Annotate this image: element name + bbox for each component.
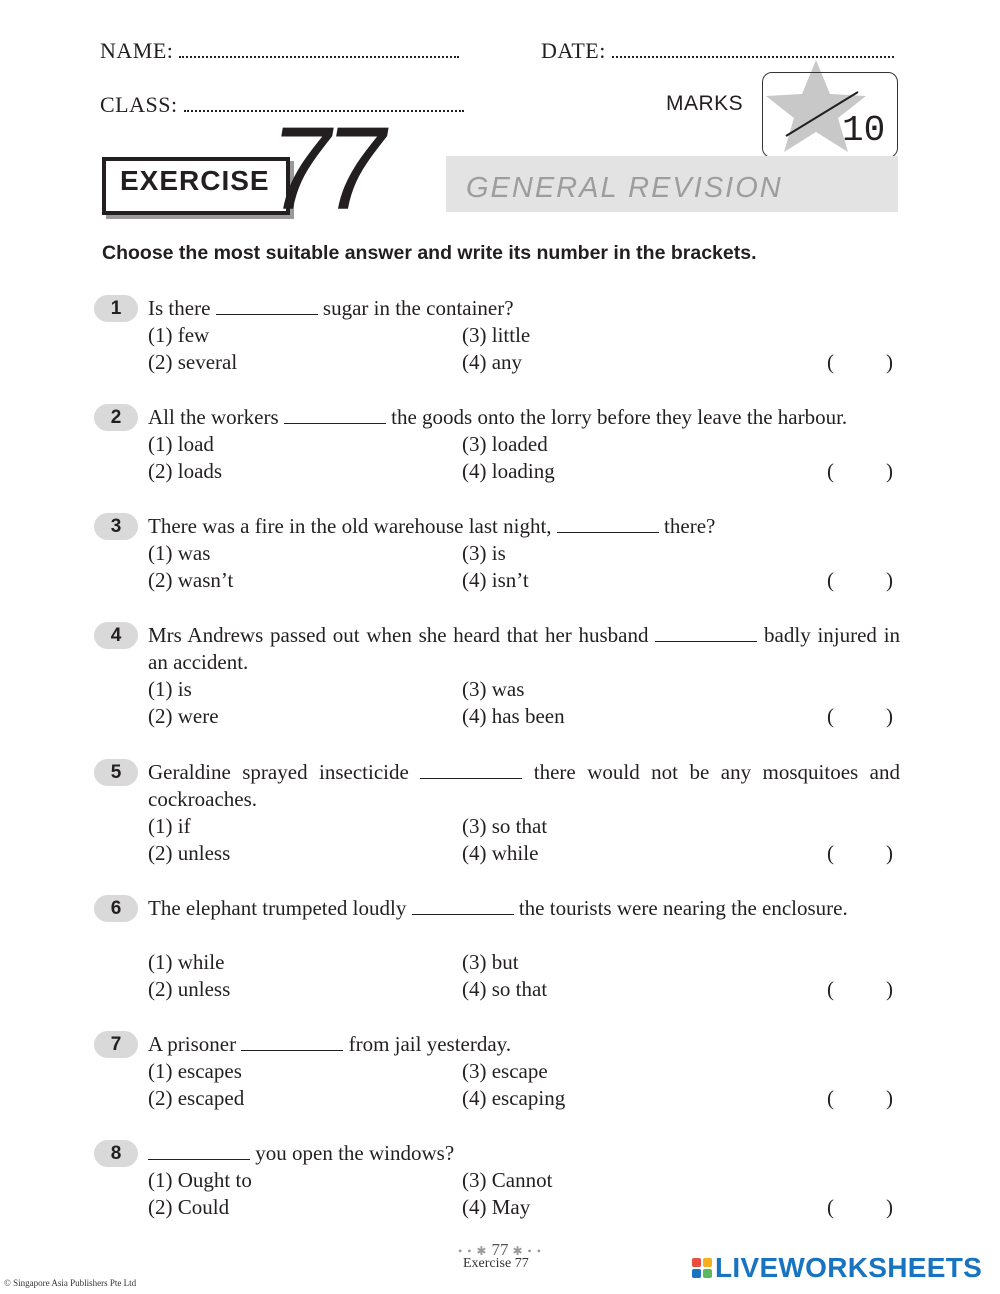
stem-after: sugar in the container? <box>322 296 514 320</box>
option-1: (1) load <box>148 432 214 456</box>
stem-before: Mrs Andrews passed out when she heard that her husband <box>148 623 649 647</box>
liveworksheets-logo[interactable] <box>692 1252 982 1284</box>
option-4: (4) escaping <box>462 1086 566 1110</box>
option-3: (3) escape <box>462 1059 548 1083</box>
exercise-label: EXERCISE <box>120 165 270 196</box>
answer-blank[interactable] <box>557 515 659 533</box>
answer-bracket-open[interactable]: ( <box>827 459 834 483</box>
option-1: (1) Ought to <box>148 1168 252 1192</box>
option-2: (2) escaped <box>148 1086 245 1110</box>
date-label: DATE: <box>541 38 606 63</box>
question-8 <box>94 1140 900 1221</box>
option-3: (3) Cannot <box>462 1168 553 1192</box>
question-stem <box>148 622 900 676</box>
options <box>94 1058 900 1112</box>
question-number: 5 <box>94 759 138 786</box>
option-2: (2) several <box>148 350 238 374</box>
stem-after: the tourists were nearing the enclosure. <box>518 896 848 920</box>
question-6 <box>94 895 900 1003</box>
answer-bracket-close[interactable]: ) <box>886 1195 893 1219</box>
instruction-text: Choose the most suitable answer and write its number in the brackets. <box>102 242 757 264</box>
option-1: (1) while <box>148 950 225 974</box>
stem-before: All the workers <box>148 405 279 429</box>
answer-bracket-open[interactable]: ( <box>827 350 834 374</box>
question-4 <box>94 622 900 730</box>
stem-after: there? <box>664 514 716 538</box>
answer-blank[interactable] <box>412 897 514 915</box>
answer-bracket-close[interactable]: ) <box>886 1086 893 1110</box>
option-2: (2) wasn’t <box>148 568 234 592</box>
question-stem <box>148 1031 900 1058</box>
answer-bracket-close[interactable]: ) <box>886 350 893 374</box>
stem-before: The elephant trumpeted loudly <box>148 896 407 920</box>
option-3: (3) so that <box>462 814 548 838</box>
option-1: (1) few <box>148 323 210 347</box>
answer-bracket-open[interactable]: ( <box>827 1195 834 1219</box>
answer-bracket-close[interactable]: ) <box>886 841 893 865</box>
answer-bracket-close[interactable]: ) <box>886 977 893 1001</box>
answer-bracket-open[interactable]: ( <box>827 568 834 592</box>
marks-label: MARKS <box>666 92 744 115</box>
option-3: (3) but <box>462 950 519 974</box>
answer-blank[interactable] <box>655 624 757 642</box>
page-number: • • ✱ 77 ✱ • • <box>458 1240 542 1259</box>
footer-exercise: Exercise 77 <box>463 1256 529 1271</box>
question-stem <box>148 895 900 949</box>
stem-before: A prisoner <box>148 1032 237 1056</box>
option-4: (4) loading <box>462 459 555 483</box>
options <box>94 540 900 594</box>
answer-bracket-close[interactable]: ) <box>886 704 893 728</box>
option-4: (4) any <box>462 350 523 374</box>
question-3 <box>94 513 900 594</box>
answer-blank[interactable] <box>284 406 386 424</box>
answer-bracket-close[interactable]: ) <box>886 459 893 483</box>
stem-before: Geraldine sprayed insecticide <box>148 760 409 784</box>
page-number-value: 77 <box>491 1240 509 1259</box>
options <box>94 1167 900 1221</box>
stem-after: badly injured in an accident. <box>148 623 901 674</box>
answer-bracket-open[interactable]: ( <box>827 704 834 728</box>
stem-after: the goods onto the lorry before they leave the harbour. <box>391 405 848 429</box>
options <box>94 676 900 730</box>
stem-after: there would not be any mosquitoes and cockroaches. <box>148 760 901 811</box>
question-number: 6 <box>94 895 138 922</box>
question-number: 8 <box>94 1140 138 1167</box>
stem-before: There was a fire in the old warehouse last night, <box>148 514 552 538</box>
answer-bracket-close[interactable]: ) <box>886 568 893 592</box>
answer-blank[interactable] <box>148 1142 250 1160</box>
question-stem <box>148 404 900 431</box>
liveworksheets-text: LIVEWORKSHEETS <box>715 1252 983 1283</box>
option-2: (2) Could <box>148 1195 230 1219</box>
answer-bracket-open[interactable]: ( <box>827 1086 834 1110</box>
option-4: (4) so that <box>462 977 548 1001</box>
option-2: (2) were <box>148 704 219 728</box>
option-3: (3) loaded <box>462 432 548 456</box>
stem-before: Is there <box>148 296 211 320</box>
stem-after: you open the windows? <box>255 1141 455 1165</box>
question-number: 2 <box>94 404 138 431</box>
name-label: NAME: <box>100 38 174 63</box>
option-3: (3) was <box>462 677 525 701</box>
question-number: 1 <box>94 295 138 322</box>
option-3: (3) little <box>462 323 531 347</box>
question-1 <box>94 295 900 376</box>
question-number: 7 <box>94 1031 138 1058</box>
question-number: 3 <box>94 513 138 540</box>
question-7 <box>94 1031 900 1112</box>
stem-after: from jail yesterday. <box>348 1032 512 1056</box>
options <box>94 431 900 485</box>
copyright: © Singapore Asia Publishers Pte Ltd <box>4 1278 137 1288</box>
question-stem <box>148 1140 900 1167</box>
options <box>94 813 900 867</box>
answer-bracket-open[interactable]: ( <box>827 977 834 1001</box>
name-field <box>100 38 459 64</box>
question-stem <box>148 295 900 322</box>
answer-blank[interactable] <box>241 1033 343 1051</box>
answer-blank[interactable] <box>420 761 522 779</box>
question-stem <box>148 513 900 540</box>
option-1: (1) escapes <box>148 1059 242 1083</box>
option-4: (4) isn’t <box>462 568 529 592</box>
marks-total: 10 <box>842 110 886 151</box>
question-2 <box>94 404 900 485</box>
liveworksheets-grid-icon <box>692 1258 712 1278</box>
class-label: CLASS: <box>100 92 178 117</box>
question-stem <box>148 759 900 813</box>
option-1: (1) if <box>148 814 191 838</box>
option-2: (2) unless <box>148 977 231 1001</box>
question-number: 4 <box>94 622 138 649</box>
answer-blank[interactable] <box>216 297 318 315</box>
option-2: (2) unless <box>148 841 231 865</box>
option-4: (4) May <box>462 1195 531 1219</box>
options <box>94 949 900 1003</box>
option-4: (4) while <box>462 841 539 865</box>
option-3: (3) is <box>462 541 506 565</box>
name-input-line[interactable] <box>179 38 459 58</box>
option-2: (2) loads <box>148 459 223 483</box>
question-5 <box>94 759 900 867</box>
exercise-number: 77 <box>270 103 380 235</box>
option-1: (1) is <box>148 677 192 701</box>
option-4: (4) has been <box>462 704 565 728</box>
options <box>94 322 900 376</box>
exercise-title: GENERAL REVISION <box>466 172 783 204</box>
answer-bracket-open[interactable]: ( <box>827 841 834 865</box>
option-1: (1) was <box>148 541 211 565</box>
